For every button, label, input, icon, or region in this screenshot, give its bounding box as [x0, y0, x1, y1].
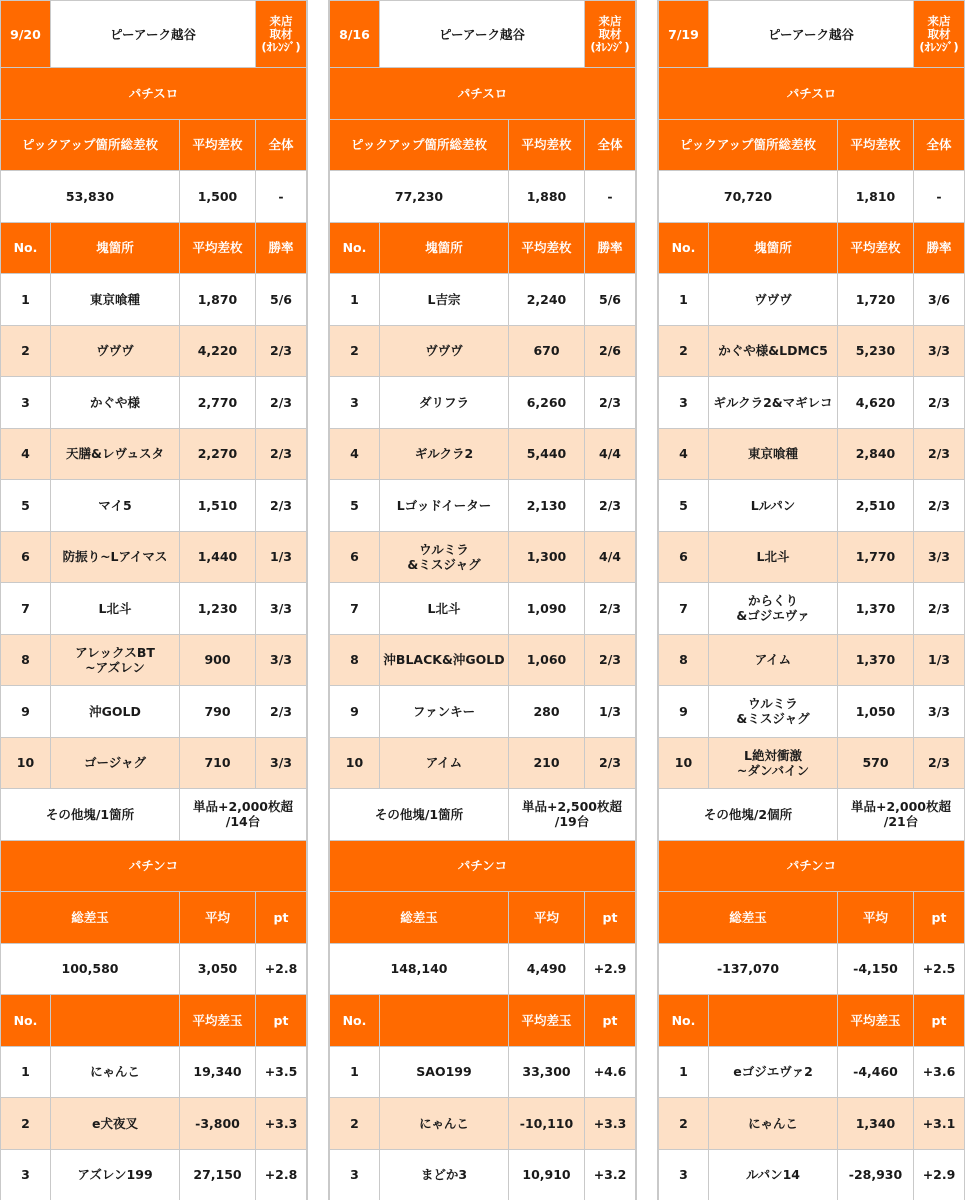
slot-table-cell: 2/3 — [256, 377, 307, 429]
slot-table-header: 平均差枚 — [180, 223, 256, 275]
slot-summary-value: - — [256, 171, 307, 223]
slot-table-cell: 4,220 — [180, 326, 256, 378]
slot-table-cell: 5 — [659, 480, 709, 532]
slot-table-cell: 10 — [330, 738, 380, 790]
slot-table-cell: 2/3 — [914, 480, 965, 532]
slot-footer-right: 単品+2,000枚超 /21台 — [838, 789, 965, 841]
slot-table-cell: 東京喰種 — [51, 274, 180, 326]
pachinko-table-cell: まどか3 — [380, 1150, 509, 1200]
slot-table-cell: 570 — [838, 738, 914, 790]
slot-table-cell: Lルパン — [709, 480, 838, 532]
source-label: 来店 取材 (ｵﾚﾝｼﾞ) — [914, 1, 965, 68]
slot-table-cell: 7 — [1, 583, 51, 635]
pachinko-table-header: pt — [256, 995, 307, 1047]
pachinko-table-cell: +3.3 — [256, 1098, 307, 1150]
slot-table-cell: 2,270 — [180, 429, 256, 481]
pachinko-summary-header: 平均 — [838, 892, 914, 944]
pachinko-table-cell: +2.9 — [914, 1150, 965, 1200]
slot-table-header: No. — [659, 223, 709, 275]
slot-table-cell: 2,130 — [509, 480, 585, 532]
slot-summary-value: - — [914, 171, 965, 223]
pachinko-table-cell: 2 — [330, 1098, 380, 1150]
slot-footer-right: 単品+2,500枚超 /19台 — [509, 789, 636, 841]
pachinko-summary-header: 平均 — [180, 892, 256, 944]
slot-table-cell: 2,240 — [509, 274, 585, 326]
slot-footer-right: 単品+2,000枚超 /14台 — [180, 789, 307, 841]
slot-summary-value: 53,830 — [1, 171, 180, 223]
slot-table-cell: L北斗 — [380, 583, 509, 635]
slot-summary-header: 平均差枚 — [180, 120, 256, 172]
slot-table-header: 塊箇所 — [51, 223, 180, 275]
pachinko-table-cell: 1 — [330, 1047, 380, 1099]
slot-table-cell: ダリフラ — [380, 377, 509, 429]
slot-table-cell: 2,510 — [838, 480, 914, 532]
pachinko-table-header — [709, 995, 838, 1047]
slot-table-cell: 8 — [330, 635, 380, 687]
pachinko-table-header: pt — [585, 995, 636, 1047]
pachinko-table-header: No. — [1, 995, 51, 1047]
slot-table-cell: 2/3 — [256, 429, 307, 481]
slot-table-cell: 1,090 — [509, 583, 585, 635]
slot-footer-left: その他塊/1箇所 — [330, 789, 509, 841]
slot-table-cell: 8 — [659, 635, 709, 687]
slot-table-cell: 5,440 — [509, 429, 585, 481]
pachinko-summary-value: -137,070 — [659, 944, 838, 996]
pachinko-table-cell: -10,110 — [509, 1098, 585, 1150]
slot-table-cell: L絶対衝激 ~ダンバイン — [709, 738, 838, 790]
pachinko-table-cell: にゃんこ — [380, 1098, 509, 1150]
slot-table-cell: ウルミラ &ミスジャグ — [380, 532, 509, 584]
slot-table-cell: 1,440 — [180, 532, 256, 584]
slot-table-cell: 5/6 — [585, 274, 636, 326]
slot-table-cell: 4 — [330, 429, 380, 481]
slot-table-header: 塊箇所 — [709, 223, 838, 275]
pachinko-summary-header: 総差玉 — [659, 892, 838, 944]
pachinko-summary-header: 総差玉 — [330, 892, 509, 944]
source-label: 来店 取材 (ｵﾚﾝｼﾞ) — [585, 1, 636, 68]
slot-summary-header: 全体 — [914, 120, 965, 172]
pachinko-summary-header: pt — [914, 892, 965, 944]
slot-summary-header: 平均差枚 — [509, 120, 585, 172]
slot-table-cell: 1,060 — [509, 635, 585, 687]
pachinko-table-cell: ルパン14 — [709, 1150, 838, 1200]
pachinko-table-cell: 3 — [659, 1150, 709, 1200]
slot-table-header: 平均差枚 — [838, 223, 914, 275]
slot-table-cell: ヴヴヴ — [380, 326, 509, 378]
pachinko-table-cell: +3.2 — [585, 1150, 636, 1200]
pachinko-table-cell: 3 — [330, 1150, 380, 1200]
slot-summary-header: 平均差枚 — [838, 120, 914, 172]
store-name: ピーアーク越谷 — [709, 1, 914, 68]
slot-table-cell: ウルミラ &ミスジャグ — [709, 686, 838, 738]
slot-table-cell: 1,770 — [838, 532, 914, 584]
slot-summary-value: 77,230 — [330, 171, 509, 223]
pachinko-table-cell: +3.3 — [585, 1098, 636, 1150]
pachinko-table-cell: 1 — [1, 1047, 51, 1099]
slot-table-cell: 2 — [1, 326, 51, 378]
slot-table-cell: 東京喰種 — [709, 429, 838, 481]
slot-table-cell: 9 — [330, 686, 380, 738]
section-title-pachinko: パチンコ — [330, 841, 636, 893]
pachinko-table-cell: 1,340 — [838, 1098, 914, 1150]
pachinko-table-cell: -28,930 — [838, 1150, 914, 1200]
slot-table-cell: 1,050 — [838, 686, 914, 738]
slot-summary-value: - — [585, 171, 636, 223]
slot-table-cell: 沖BLACK&沖GOLD — [380, 635, 509, 687]
slot-table-cell: 6 — [330, 532, 380, 584]
slot-table-cell: 210 — [509, 738, 585, 790]
slot-table-cell: 1,370 — [838, 583, 914, 635]
slot-table-cell: 1,510 — [180, 480, 256, 532]
slot-table-cell: 2,840 — [838, 429, 914, 481]
pachinko-table-header — [380, 995, 509, 1047]
slot-table-cell: Lゴッドイーター — [380, 480, 509, 532]
slot-table-cell: 1,870 — [180, 274, 256, 326]
slot-table-cell: 7 — [659, 583, 709, 635]
slot-table-cell: 10 — [659, 738, 709, 790]
slot-table-cell: 7 — [330, 583, 380, 635]
pachinko-summary-value: 3,050 — [180, 944, 256, 996]
slot-table-cell: かぐや様&LDMC5 — [709, 326, 838, 378]
pachinko-table-cell: e犬夜叉 — [51, 1098, 180, 1150]
slot-table-cell: 5 — [1, 480, 51, 532]
pachinko-summary-value: 4,490 — [509, 944, 585, 996]
slot-table-cell: 2/3 — [585, 480, 636, 532]
pachinko-table-cell: 2 — [1, 1098, 51, 1150]
slot-table-cell: 900 — [180, 635, 256, 687]
pachinko-table-cell: 19,340 — [180, 1047, 256, 1099]
slot-summary-header: 全体 — [256, 120, 307, 172]
slot-table-cell: 2,770 — [180, 377, 256, 429]
slot-table-cell: L北斗 — [709, 532, 838, 584]
slot-table-cell: 2/3 — [585, 583, 636, 635]
pachinko-table-cell: 3 — [1, 1150, 51, 1200]
section-title-slot: パチスロ — [330, 68, 636, 120]
report-column — [658, 0, 965, 1200]
slot-table-cell: 5/6 — [256, 274, 307, 326]
slot-table-cell: 3/6 — [914, 274, 965, 326]
date-cell: 8/16 — [330, 1, 380, 68]
slot-table-cell: 沖GOLD — [51, 686, 180, 738]
slot-table-cell: 3/3 — [256, 738, 307, 790]
pachinko-table-header: 平均差玉 — [838, 995, 914, 1047]
pachinko-table-header: No. — [330, 995, 380, 1047]
slot-summary-value: 1,500 — [180, 171, 256, 223]
pachinko-summary-value: +2.8 — [256, 944, 307, 996]
slot-table-cell: 3/3 — [914, 326, 965, 378]
slot-table-cell: 3/3 — [914, 532, 965, 584]
source-label: 来店 取材 (ｵﾚﾝｼﾞ) — [256, 1, 307, 68]
pachinko-table-cell: 10,910 — [509, 1150, 585, 1200]
pachinko-table-cell: -3,800 — [180, 1098, 256, 1150]
slot-table-cell: 5,230 — [838, 326, 914, 378]
slot-table-cell: 2/6 — [585, 326, 636, 378]
slot-table-cell: 8 — [1, 635, 51, 687]
slot-table-cell: マイ5 — [51, 480, 180, 532]
slot-table-header: 勝率 — [585, 223, 636, 275]
date-cell: 7/19 — [659, 1, 709, 68]
pachinko-table-header: 平均差玉 — [509, 995, 585, 1047]
slot-table-cell: 2/3 — [256, 686, 307, 738]
slot-summary-header: ピックアップ箇所総差枚 — [330, 120, 509, 172]
slot-table-cell: 670 — [509, 326, 585, 378]
slot-table-cell: 2/3 — [914, 429, 965, 481]
pachinko-table-cell: にゃんこ — [709, 1098, 838, 1150]
slot-footer-left: その他塊/1箇所 — [1, 789, 180, 841]
slot-table-cell: ゴージャグ — [51, 738, 180, 790]
slot-table-cell: ヴヴヴ — [51, 326, 180, 378]
slot-table-cell: 2 — [330, 326, 380, 378]
slot-table-cell: 2/3 — [914, 738, 965, 790]
date-cell: 9/20 — [1, 1, 51, 68]
slot-table-cell: 2/3 — [256, 480, 307, 532]
slot-table-header: 平均差枚 — [509, 223, 585, 275]
slot-summary-header: ピックアップ箇所総差枚 — [1, 120, 180, 172]
slot-table-cell: 2/3 — [585, 738, 636, 790]
slot-table-header: No. — [1, 223, 51, 275]
pachinko-table-cell: アズレン199 — [51, 1150, 180, 1200]
pachinko-table-cell: 2 — [659, 1098, 709, 1150]
slot-table-cell: 1,230 — [180, 583, 256, 635]
pachinko-table-cell: +3.5 — [256, 1047, 307, 1099]
section-title-slot: パチスロ — [659, 68, 965, 120]
slot-footer-left: その他塊/2個所 — [659, 789, 838, 841]
slot-table-cell: L北斗 — [51, 583, 180, 635]
slot-table-cell: 3 — [1, 377, 51, 429]
slot-table-cell: 1,300 — [509, 532, 585, 584]
slot-table-cell: 4/4 — [585, 532, 636, 584]
pachinko-summary-value: +2.5 — [914, 944, 965, 996]
section-title-pachinko: パチンコ — [1, 841, 307, 893]
pachinko-table-cell: 33,300 — [509, 1047, 585, 1099]
slot-table-header: 勝率 — [256, 223, 307, 275]
pachinko-table-cell: +2.8 — [256, 1150, 307, 1200]
slot-table-cell: 4 — [659, 429, 709, 481]
pachinko-summary-header: pt — [585, 892, 636, 944]
slot-table-cell: からくり &ゴジエヴァ — [709, 583, 838, 635]
pachinko-summary-value: 148,140 — [330, 944, 509, 996]
slot-table-cell: 防振り~Lアイマス — [51, 532, 180, 584]
slot-table-cell: 4 — [1, 429, 51, 481]
slot-table-cell: 5 — [330, 480, 380, 532]
slot-table-cell: 2/3 — [585, 377, 636, 429]
slot-table-cell: 790 — [180, 686, 256, 738]
slot-table-cell: L吉宗 — [380, 274, 509, 326]
pachinko-table-cell: にゃんこ — [51, 1047, 180, 1099]
slot-table-cell: ギルクラ2&マギレコ — [709, 377, 838, 429]
column-separator — [636, 0, 658, 1200]
slot-table-cell: 1,370 — [838, 635, 914, 687]
slot-table-cell: かぐや様 — [51, 377, 180, 429]
slot-table-cell: 4/4 — [585, 429, 636, 481]
slot-summary-value: 1,810 — [838, 171, 914, 223]
slot-table-cell: アイム — [709, 635, 838, 687]
slot-table-cell: アレックスBT ~アズレン — [51, 635, 180, 687]
pachinko-table-cell: +3.6 — [914, 1047, 965, 1099]
pachinko-table-header: No. — [659, 995, 709, 1047]
pachinko-summary-value: -4,150 — [838, 944, 914, 996]
pachinko-table-cell: +4.6 — [585, 1047, 636, 1099]
slot-table-cell: 1 — [659, 274, 709, 326]
slot-table-cell: 天膳&レヴュスタ — [51, 429, 180, 481]
slot-table-cell: ギルクラ2 — [380, 429, 509, 481]
slot-table-cell: 2/3 — [914, 583, 965, 635]
slot-table-cell: 280 — [509, 686, 585, 738]
slot-table-cell: 3/3 — [256, 635, 307, 687]
pachinko-table-cell: +3.1 — [914, 1098, 965, 1150]
slot-table-cell: 1 — [330, 274, 380, 326]
slot-table-cell: 1/3 — [585, 686, 636, 738]
pachinko-table-cell: 27,150 — [180, 1150, 256, 1200]
slot-table-cell: ファンキー — [380, 686, 509, 738]
slot-table-cell: 3/3 — [914, 686, 965, 738]
slot-table-cell: 3 — [659, 377, 709, 429]
slot-table-cell: 3 — [330, 377, 380, 429]
slot-table-header: No. — [330, 223, 380, 275]
slot-table-cell: 1/3 — [256, 532, 307, 584]
slot-table-cell: 710 — [180, 738, 256, 790]
section-title-slot: パチスロ — [1, 68, 307, 120]
slot-table-cell: 3/3 — [256, 583, 307, 635]
pachinko-table-cell: SAO199 — [380, 1047, 509, 1099]
pachinko-summary-header: 総差玉 — [1, 892, 180, 944]
slot-table-cell: アイム — [380, 738, 509, 790]
slot-table-cell: 2/3 — [585, 635, 636, 687]
pachinko-table-cell: eゴジエヴァ2 — [709, 1047, 838, 1099]
slot-table-cell: 6 — [1, 532, 51, 584]
slot-table-cell: 9 — [659, 686, 709, 738]
pachinko-table-header: pt — [914, 995, 965, 1047]
slot-summary-header: ピックアップ箇所総差枚 — [659, 120, 838, 172]
report-column — [329, 0, 636, 1200]
slot-summary-value: 70,720 — [659, 171, 838, 223]
slot-table-cell: 1 — [1, 274, 51, 326]
slot-table-cell: ヴヴヴ — [709, 274, 838, 326]
pachinko-summary-header: pt — [256, 892, 307, 944]
pachinko-summary-value: 100,580 — [1, 944, 180, 996]
pachinko-summary-header: 平均 — [509, 892, 585, 944]
pachinko-summary-value: +2.9 — [585, 944, 636, 996]
slot-table-header: 塊箇所 — [380, 223, 509, 275]
slot-table-header: 勝率 — [914, 223, 965, 275]
slot-table-cell: 6,260 — [509, 377, 585, 429]
pachinko-table-cell: -4,460 — [838, 1047, 914, 1099]
pachinko-table-cell: 1 — [659, 1047, 709, 1099]
section-title-pachinko: パチンコ — [659, 841, 965, 893]
store-name: ピーアーク越谷 — [380, 1, 585, 68]
slot-table-cell: 1/3 — [914, 635, 965, 687]
column-separator — [307, 0, 329, 1200]
slot-table-cell: 1,720 — [838, 274, 914, 326]
slot-table-cell: 2/3 — [914, 377, 965, 429]
slot-table-cell: 4,620 — [838, 377, 914, 429]
slot-summary-value: 1,880 — [509, 171, 585, 223]
slot-table-cell: 10 — [1, 738, 51, 790]
store-name: ピーアーク越谷 — [51, 1, 256, 68]
pachinko-table-header — [51, 995, 180, 1047]
pachinko-table-header: 平均差玉 — [180, 995, 256, 1047]
slot-summary-header: 全体 — [585, 120, 636, 172]
slot-table-cell: 9 — [1, 686, 51, 738]
report-column — [0, 0, 307, 1200]
slot-table-cell: 2/3 — [256, 326, 307, 378]
slot-table-cell: 2 — [659, 326, 709, 378]
slot-table-cell: 6 — [659, 532, 709, 584]
